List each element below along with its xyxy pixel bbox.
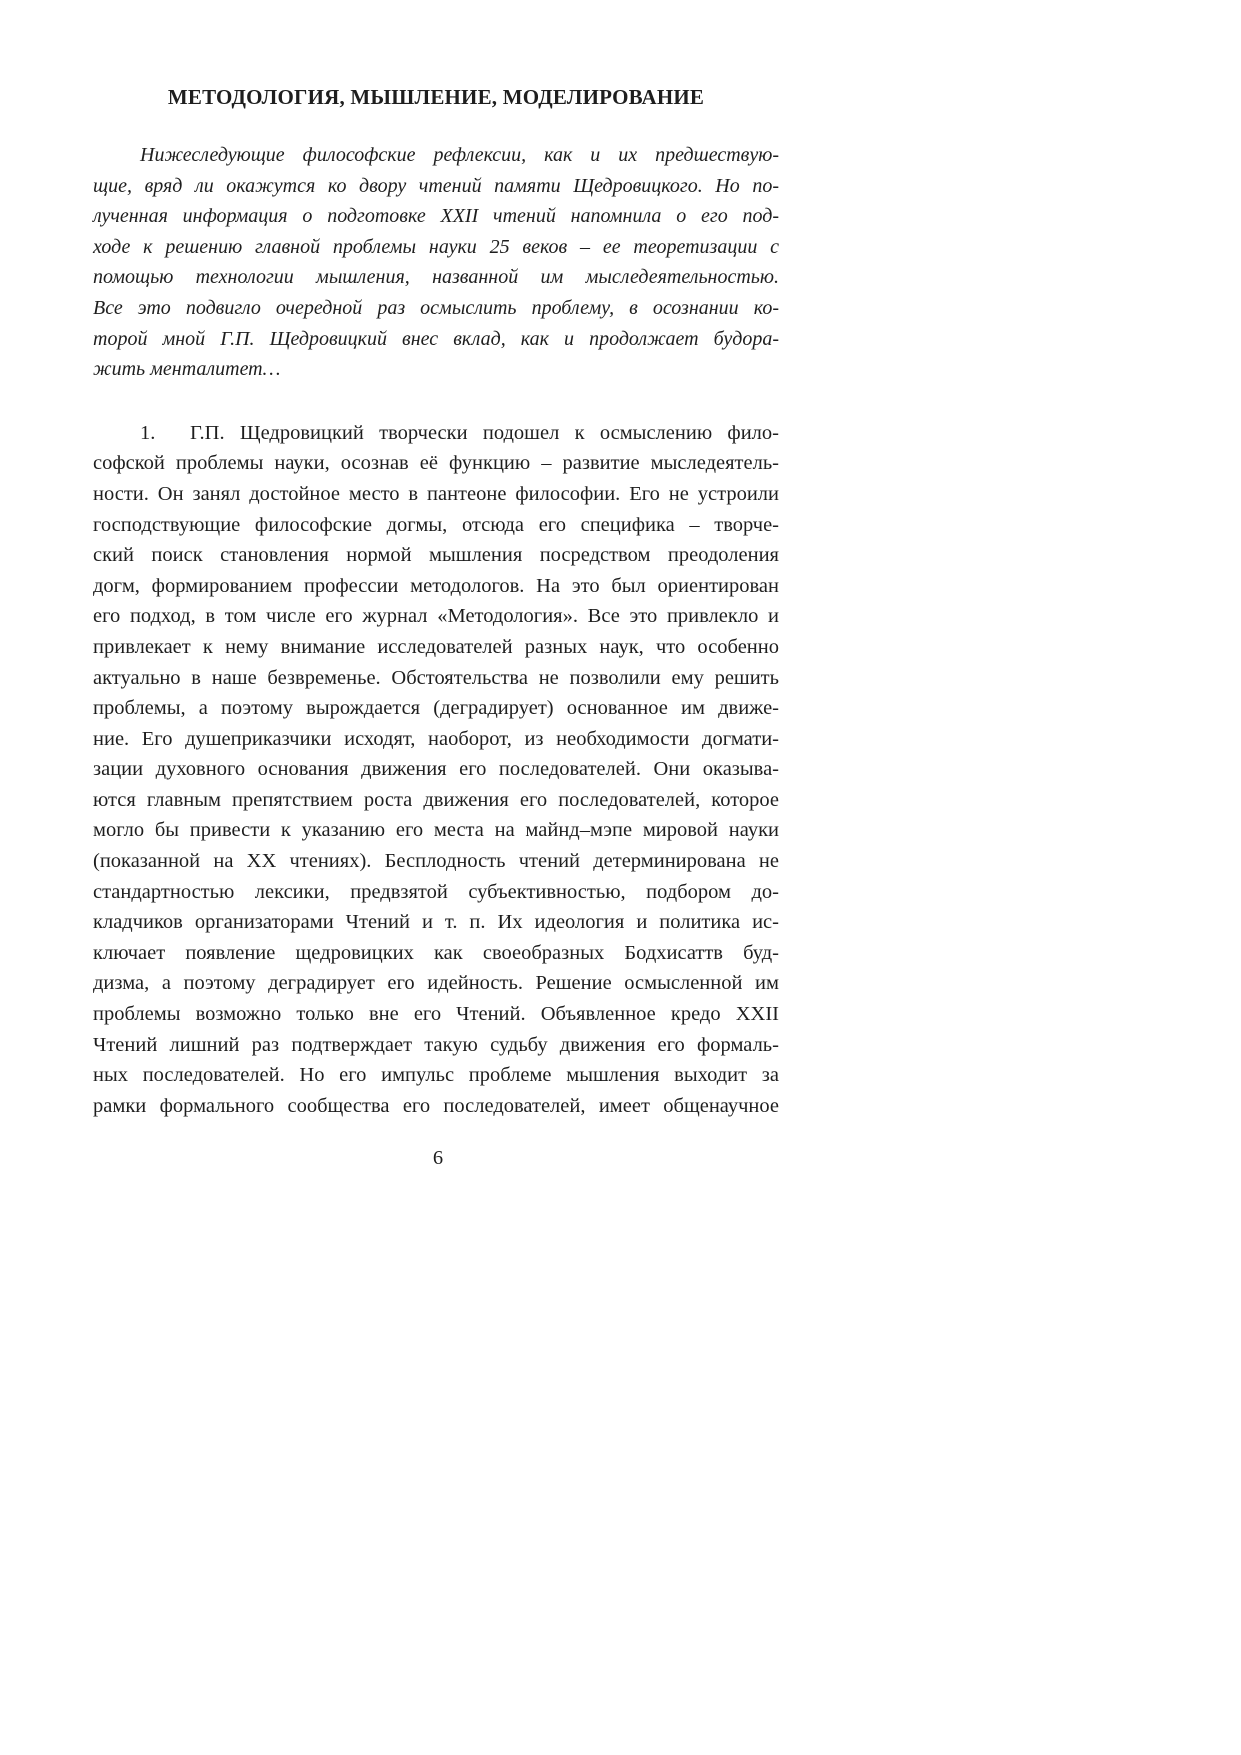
intro-line: Нижеследующие философские рефлексии, как и их предшествую-: [140, 144, 779, 166]
body-line: стандартностью лексики, предвзятой субъективностью, подбором до-: [93, 880, 779, 903]
body-line: актуально в наше безвременье. Обстоятельства не позволили ему решить: [93, 666, 779, 689]
page-number: 6: [432, 1147, 444, 1169]
body-line: ние. Его душеприказчики исходят, наоборот, из необходимости догмати-: [93, 727, 779, 750]
intro-line: щие, вряд ли окажутся ко двору чтений памяти Щедровицкого. Но по-: [93, 174, 779, 197]
intro-line: торой мной Г.П. Щедровицкий внес вклад, как и продолжает будора-: [93, 327, 779, 350]
body-line: привлекает к нему внимание исследователей разных наук, что особенно: [93, 635, 779, 658]
intro-line: ходе к решению главной проблемы науки 25 веков – ее теоретизации с: [93, 235, 779, 258]
intro-line: помощью технологии мышления, названной им мыследеятельностью.: [93, 266, 779, 289]
body-line: проблемы, а поэтому вырождается (деградирует) основанное им движе-: [93, 697, 779, 720]
body-line: зации духовного основания движения его последователей. Они оказыва-: [93, 758, 779, 781]
body-line: кладчиков организаторами Чтений и т. п. Их идеология и политика ис-: [93, 911, 779, 934]
intro-line: жить менталитет…: [93, 358, 281, 381]
body-line: могло бы привести к указанию его места на майнд–мэпе мировой науки: [93, 819, 779, 842]
body-first-line: [93, 418, 779, 449]
body-line: ключает появление щедровицких как своеобразных Бодхисаттв буд-: [93, 941, 779, 964]
body-line: Чтений лишний раз подтверждает такую судьбу движения его формаль-: [93, 1033, 779, 1056]
intro-paragraph: [93, 140, 779, 385]
body-line: софской проблемы науки, осознав её функцию – развитие мыследеятель-: [93, 452, 779, 475]
body-line: дизма, а поэтому деградирует его идейность. Решение осмысленной им: [93, 972, 779, 995]
intro-line: Все это подвигло очередной раз осмыслить проблему, в осознании ко-: [93, 296, 779, 319]
body-line: догм, формированием профессии методологов. На это был ориентирован: [93, 574, 779, 597]
intro-line: лученная информация о подготовке XXII чтений напомнила о его под-: [93, 205, 779, 228]
body-line: рамки формального сообщества его последователей, имеет общенаучное: [93, 1094, 779, 1117]
body-line: ных последователей. Но его импульс проблеме мышления выходит за: [93, 1064, 779, 1087]
body-line: ский поиск становления нормой мышления посредством преодоления: [93, 544, 779, 567]
body-line: проблемы возможно только вне его Чтений. Объявленное кредо XXII: [93, 1003, 779, 1026]
section-number: 1.: [140, 421, 156, 444]
document-title: МЕТОДОЛОГИЯ, МЫШЛЕНИЕ, МОДЕЛИРОВАНИЕ: [167, 85, 705, 109]
body-line: господствующие философские догмы, отсюда его специфика – творче-: [93, 513, 779, 536]
page-content: [93, 83, 779, 1121]
body-line: (показанной на XX чтениях). Бесплодность чтений детерминирована не: [93, 850, 779, 873]
body-line-text: Г.П. Щедровицкий творчески подошел к осмыслению фило-: [190, 421, 779, 444]
body-line: ности. Он занял достойное место в пантеоне философии. Его не устроили: [93, 482, 779, 505]
body-paragraph: [93, 418, 779, 1122]
body-line: ются главным препятствием роста движения его последователей, которое: [93, 788, 779, 811]
body-line: его подход, в том числе его журнал «Методология». Все это привлекло и: [93, 605, 779, 628]
